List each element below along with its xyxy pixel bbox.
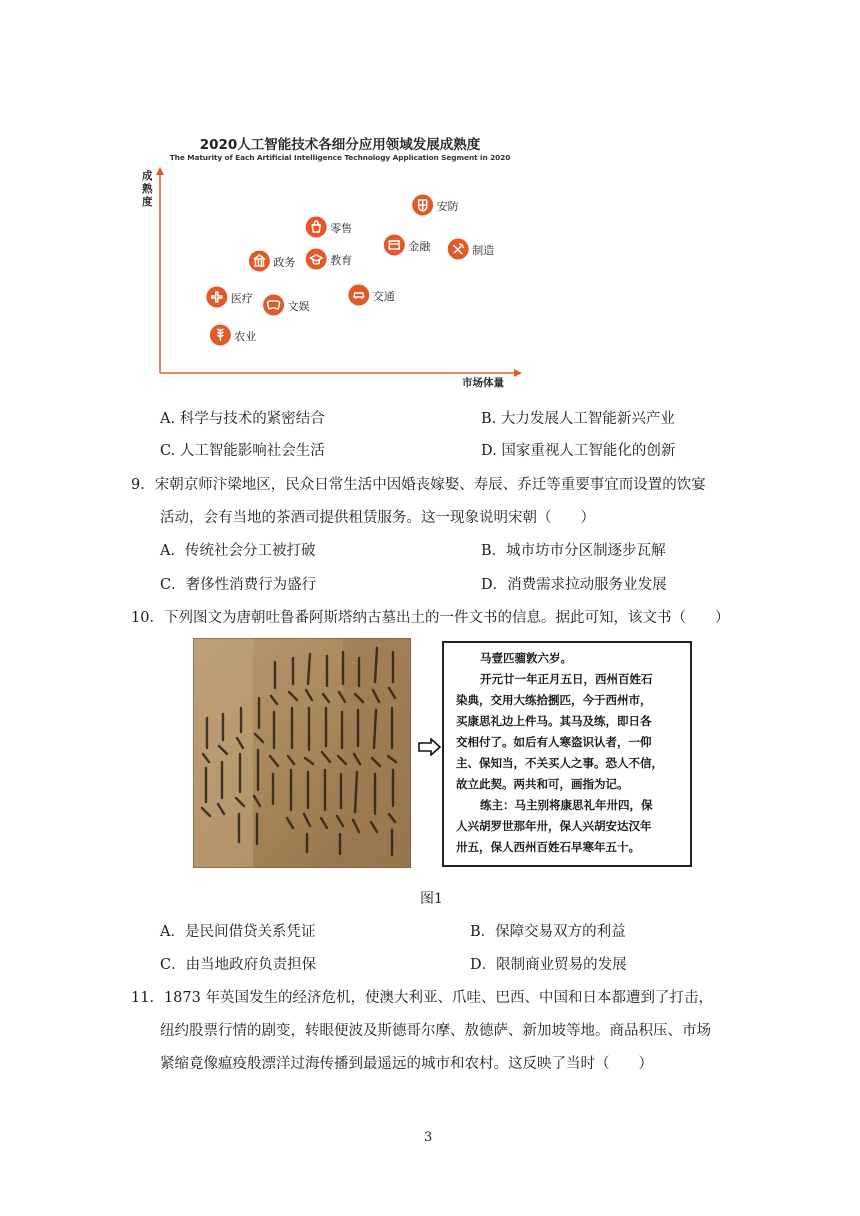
q10-option-a: A．是民间借贷关系凭证	[160, 924, 316, 940]
shopping-bag-icon	[306, 217, 327, 238]
transcription-line-1: 马壹匹骝敦六岁。	[480, 651, 572, 665]
q9-stem-line2: 活动，会有当地的茶酒司提供租赁服务。这一现象说明宋朝（ ）	[160, 510, 595, 526]
q9-stem-line1: 9．宋朝京师汴梁地区，民众日常生活中因婚丧嫁娶、寿辰、乔迁等重要事宜而设置的饮宴	[131, 477, 706, 493]
q9-option-c: C．奢侈性消费行为盛行	[160, 577, 317, 593]
transcription-line-5: 交相付了。如后有人寒盗识认者，一仰	[456, 735, 652, 749]
q8-option-c: C. 人工智能影响社会生活	[160, 443, 325, 459]
data-point-label: 政务	[273, 256, 296, 269]
y-axis-arrow	[156, 167, 164, 175]
data-point-4	[448, 239, 495, 260]
bank-card-icon	[384, 235, 405, 256]
transcription-line-2: 开元廿一年正月五日，西州百姓石	[480, 672, 653, 686]
q10-stem: 10．下列图文为唐朝吐鲁番阿斯塔纳古墓出土的一件文书的信息。据此可知，该文书（ ）	[131, 610, 730, 626]
transcription-line-4: 买康思礼边上件马。其马及练，即日各	[456, 714, 652, 728]
graduation-cap-icon	[306, 249, 327, 270]
transcription-box	[442, 641, 692, 867]
page-number: 3	[424, 1130, 433, 1145]
government-building-icon	[249, 251, 270, 272]
q9-option-a: A．传统社会分工被打破	[160, 543, 316, 559]
data-point-1	[412, 195, 459, 216]
transcription-line-7: 故立此契。两共和可，画指为记。	[456, 777, 629, 791]
q9-option-b: B．城市坊市分区制逐步瓦解	[481, 543, 666, 559]
transcription-line-10: 卅五，保人西州百姓石早寒年五十。	[456, 840, 640, 854]
data-point-label: 教育	[330, 254, 353, 267]
figure-caption: 图1	[420, 891, 443, 907]
maturity-chart	[130, 165, 530, 390]
data-point-9	[263, 295, 310, 316]
q10-option-d: D．限制商业贸易的发展	[470, 957, 627, 973]
transcription-line-8: 练主：马主别将康思礼年卅四，保	[480, 798, 653, 812]
gamepad-icon	[263, 295, 284, 316]
data-point-label: 金融	[408, 240, 431, 253]
data-point-label: 安防	[436, 200, 459, 213]
data-point-label: 农业	[234, 330, 257, 343]
q11-stem-line2: 纽约股票行情的剧变，转眼便波及斯德哥尔摩、敖德萨、新加坡等地。商品积压、市场	[160, 1023, 711, 1039]
x-axis-arrow	[514, 369, 522, 377]
car-icon	[348, 285, 369, 306]
q8-option-b: B. 大力发展人工智能新兴产业	[481, 411, 675, 427]
y-axis-label-2: 熟	[142, 183, 153, 195]
q9-option-d: D．消费需求拉动服务业发展	[481, 577, 667, 593]
data-point-3	[384, 235, 431, 256]
q8-option-d: D. 国家重视人工智能化的创新	[481, 443, 676, 459]
transcription-line-3: 染典，交用大练拾捌匹，今于西州市，	[456, 693, 652, 707]
data-point-label: 交通	[372, 290, 395, 303]
data-point-label: 医疗	[230, 292, 253, 305]
transcription-line-9: 人兴胡罗世那年卅，保人兴胡安达汉年	[456, 819, 652, 833]
medical-icon	[206, 287, 227, 308]
chart-title: 2020人工智能技术各细分应用领域发展成熟度	[199, 137, 481, 153]
data-point-2	[306, 217, 353, 238]
data-point-10	[210, 325, 257, 346]
data-point-5	[249, 251, 296, 272]
data-point-label: 零售	[330, 222, 353, 235]
data-point-label: 制造	[472, 244, 495, 257]
y-axis-label-3: 度	[142, 196, 153, 208]
transcription-line-6: 主、保知当，不关买人之事。恐人不信，	[456, 756, 663, 770]
data-points	[206, 195, 494, 346]
data-point-label: 文娱	[287, 300, 310, 313]
data-point-7	[348, 285, 395, 306]
data-point-8	[206, 287, 253, 308]
y-axis-label-1: 成	[142, 170, 153, 182]
x-axis-label: 市场体量	[462, 377, 504, 389]
chart-subtitle: The Maturity of Each Artificial Intelligence Technology Application Segment in 2020	[169, 153, 511, 162]
ancient-document-photo	[193, 638, 411, 868]
right-arrow-icon	[418, 738, 442, 756]
q8-option-a: A. 科学与技术的紧密结合	[160, 411, 325, 427]
q10-option-b: B．保障交易双方的利益	[470, 924, 626, 940]
q10-option-c: C．由当地政府负责担保	[160, 957, 317, 973]
data-point-6	[306, 249, 353, 270]
q11-stem-line3: 紧缩竟像瘟疫般漂洋过海传播到最遥远的城市和农村。这反映了当时（ ）	[160, 1056, 653, 1072]
q11-stem-line1: 11．1873 年英国发生的经济危机，使澳大利亚、爪哇、巴西、中国和日本都遭到了打击，	[131, 990, 713, 1006]
